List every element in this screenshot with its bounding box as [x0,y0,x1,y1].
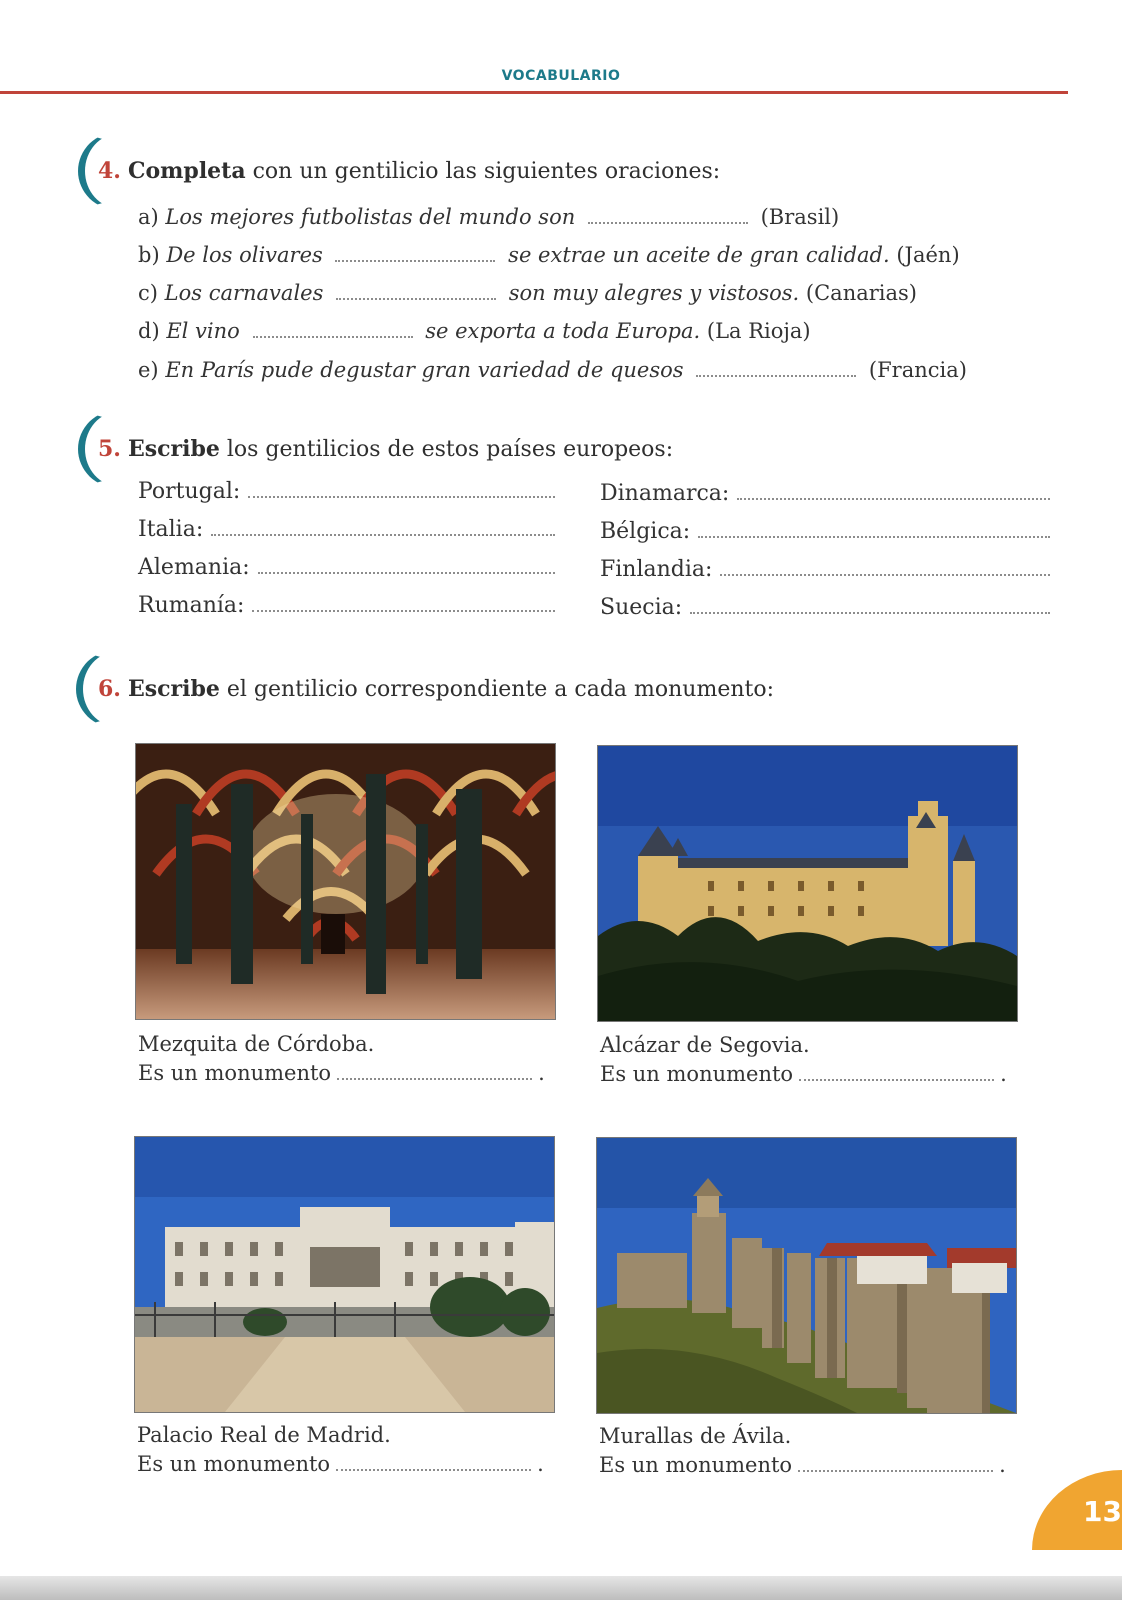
sentence-end: . [538,1061,545,1085]
page-bottom-edge [0,1576,1122,1600]
section-title: VOCABULARIO [501,68,621,84]
exercise-6-verb: Escribe [127,676,220,702]
item-hint: (La Rioja) [706,319,811,343]
caption-palacio [137,1421,544,1479]
country-field-portugal [138,478,555,504]
country-field-rumania [138,592,555,618]
answer-blank[interactable] [588,204,748,224]
exercise-4-verb: Completa [127,158,246,184]
exercise-4-item-e [138,357,967,382]
caption-alcazar [600,1031,1007,1089]
exercise-5-instruction: los gentilicios de estos países europeos: [226,437,674,462]
exercise-4-item-c [138,280,917,305]
answer-blank[interactable] [211,516,555,536]
sentence-end: . [1000,1062,1007,1086]
item-letter: d) [138,319,160,343]
item-letter: c) [138,281,158,305]
answer-blank[interactable] [720,556,1050,576]
country-field-italia [138,516,555,542]
item-text: Los mejores futbolistas del mundo son [165,205,576,229]
answer-blank[interactable] [248,478,555,498]
item-text-after: se extrae un aceite de gran calidad. [508,243,890,267]
answer-blank[interactable] [696,357,856,377]
sentence-end: . [537,1452,544,1476]
exercise-5-verb: Escribe [127,436,220,462]
answer-blank[interactable] [253,318,413,338]
country-label: Alemania: [138,555,250,580]
exercise-6-number: 6. [98,676,121,702]
monument-name: Alcázar de Segovia. [600,1033,810,1057]
item-letter: e) [138,358,159,382]
country-label: Finlandia: [600,557,713,582]
monument-prompt: Es un monumento [600,1062,794,1086]
exercise-4-item-b [138,242,960,267]
item-text: De los olivares [166,243,323,267]
page-number: 13 [1083,1495,1122,1528]
item-letter: a) [138,205,159,229]
item-text-after: se exporta a toda Europa. [425,319,701,343]
answer-blank[interactable] [258,554,555,574]
exercise-4-item-a [138,204,839,229]
country-field-finlandia [600,556,1050,582]
answer-blank[interactable] [690,594,1050,614]
item-text: Los carnavales [164,281,324,305]
caption-mezquita [138,1030,545,1088]
country-field-belgica [600,518,1050,544]
exercise-5-number: 5. [98,436,121,462]
country-label: Suecia: [600,595,683,620]
photo-palacio-real [134,1136,555,1413]
item-hint: (Francia) [868,358,967,382]
item-hint: (Brasil) [760,205,840,229]
answer-blank[interactable] [737,480,1050,500]
country-field-alemania [138,554,555,580]
item-text-after: son muy alegres y vistosos. [508,281,800,305]
exercise-5-title [98,436,673,462]
photo-murallas-avila [596,1137,1017,1414]
sentence-end: . [999,1453,1006,1477]
answer-blank[interactable] [799,1061,994,1081]
item-hint: (Canarias) [805,281,917,305]
monument-prompt: Es un monumento [138,1061,332,1085]
photo-alcazar-segovia [597,745,1018,1022]
exercise-4-item-d [138,318,811,343]
monument-prompt: Es un monumento [599,1453,793,1477]
answer-blank[interactable] [252,592,555,612]
answer-blank[interactable] [335,242,495,262]
exercise-6-instruction: el gentilicio correspondiente a cada monumento: [226,677,775,702]
caption-murallas [599,1422,1006,1480]
answer-blank[interactable] [336,280,496,300]
photo-mezquita-cordoba [135,743,556,1020]
country-field-dinamarca [600,480,1050,506]
answer-blank[interactable] [798,1452,993,1472]
country-label: Bélgica: [600,519,691,544]
header-divider [0,91,1068,94]
exercise-6-title [98,676,774,702]
monument-prompt: Es un monumento [137,1452,331,1476]
country-label: Rumanía: [138,593,245,618]
item-hint: (Jaén) [896,243,960,267]
monument-name: Murallas de Ávila. [599,1424,792,1448]
exercise-4-number: 4. [98,158,121,184]
answer-blank[interactable] [336,1451,531,1471]
monument-name: Palacio Real de Madrid. [137,1423,391,1447]
answer-blank[interactable] [337,1060,532,1080]
country-field-suecia [600,594,1050,620]
item-letter: b) [138,243,160,267]
item-text: En París pude degustar gran variedad de quesos [165,358,684,382]
monument-name: Mezquita de Córdoba. [138,1032,375,1056]
item-text: El vino [166,319,240,343]
exercise-4-title [98,158,720,184]
answer-blank[interactable] [698,518,1050,538]
country-label: Dinamarca: [600,481,730,506]
country-label: Portugal: [138,479,241,504]
exercise-4-instruction: con un gentilicio las siguientes oraciones: [252,159,721,184]
country-label: Italia: [138,517,204,542]
